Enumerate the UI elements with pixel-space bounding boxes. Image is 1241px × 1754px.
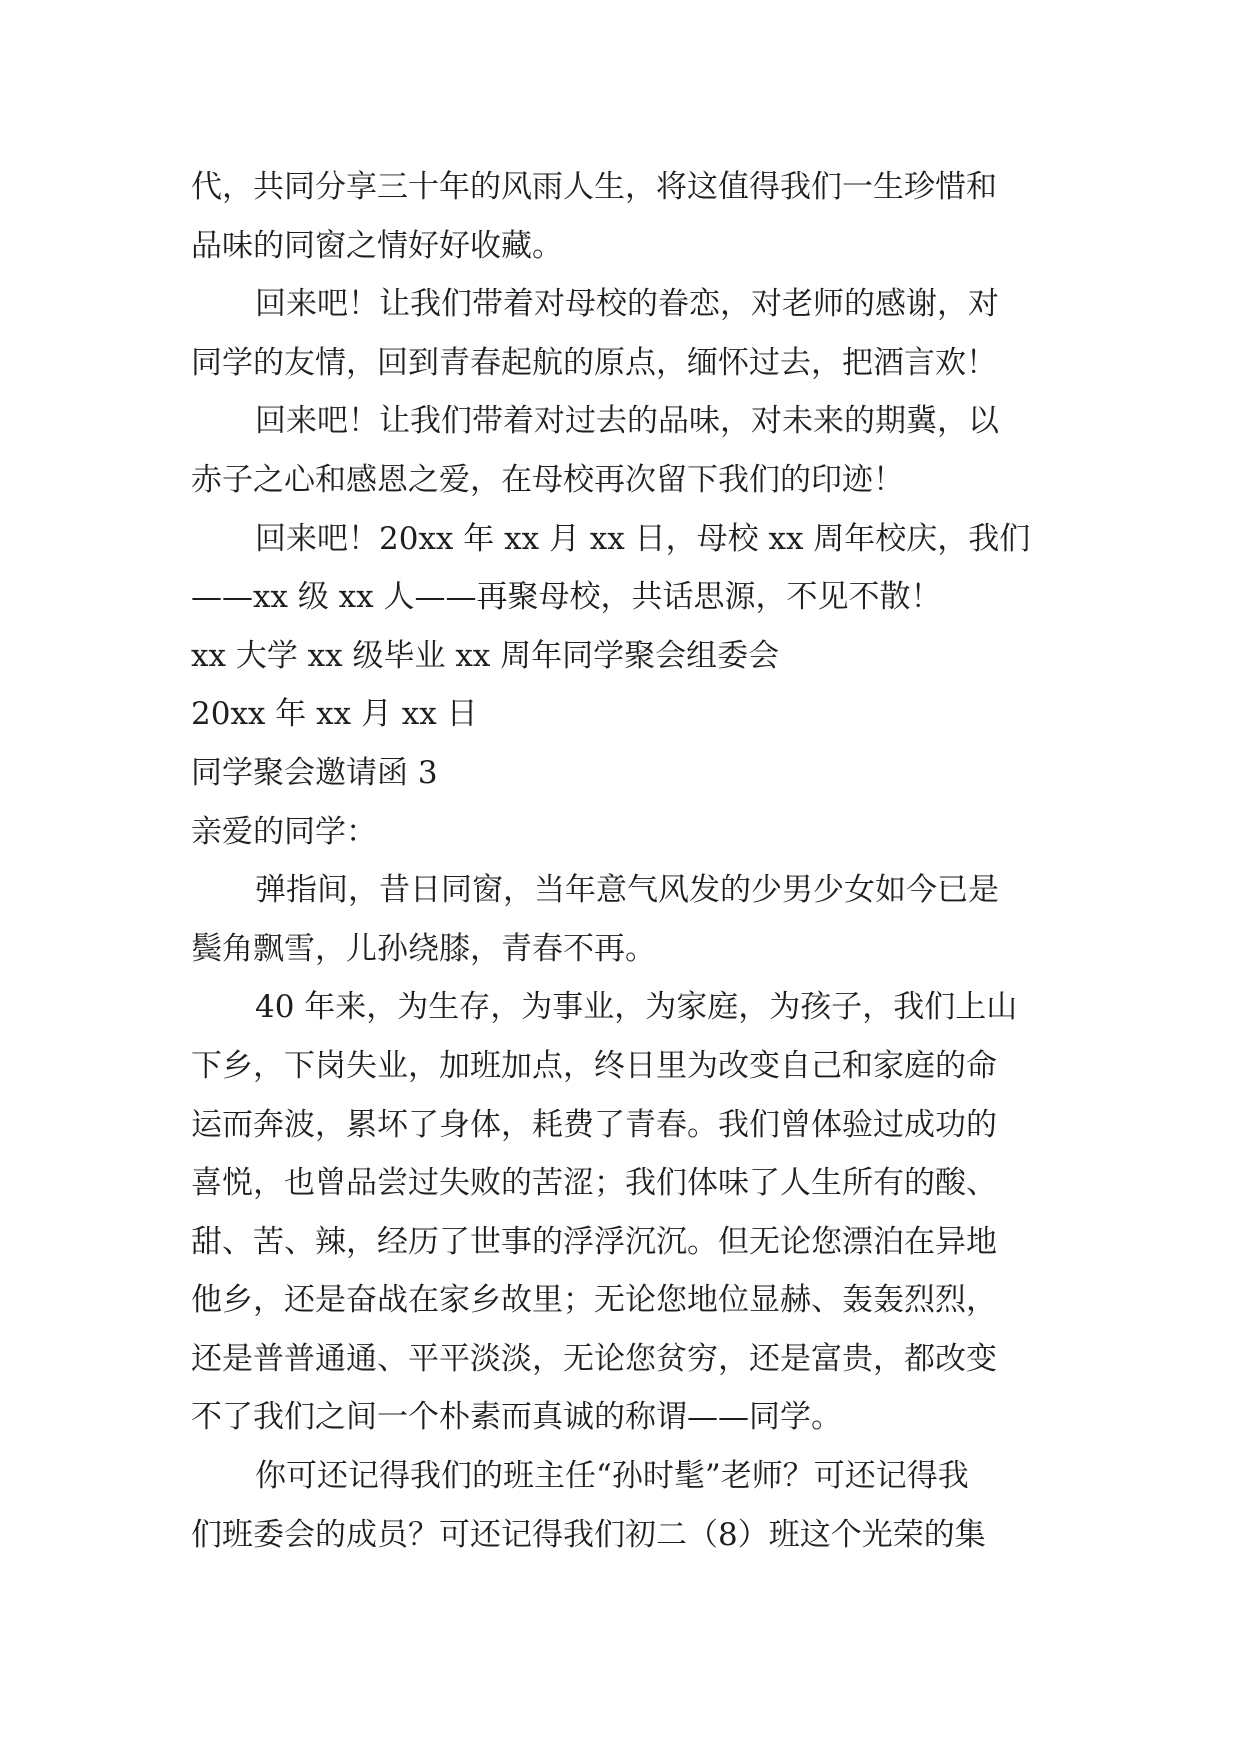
- text-line: 品味的同窗之情好好收藏。: [191, 227, 563, 264]
- text-line: 还是普普通通、平平淡淡，无论您贫穷，还是富贵，都改变: [191, 1340, 997, 1377]
- text-line: ——xx 级 xx 人——再聚母校，共话思源，不见不散！: [191, 579, 942, 616]
- text-line: 代，共同分享三十年的风雨人生，将这值得我们一生珍惜和: [191, 169, 997, 205]
- paragraph-line: 弹指间，昔日同窗，当年意气风发的少男少女如今已是: [255, 872, 999, 909]
- salutation: 亲爱的同学：: [191, 813, 377, 850]
- paragraph-line: 回来吧！让我们带着对母校的眷恋，对老师的感谢，对: [255, 286, 999, 323]
- document-body: [191, 158, 1071, 1564]
- text-line: 鬓角飘雪，儿孙绕膝，青春不再。: [191, 930, 656, 967]
- text-line: 赤子之心和感恩之爱，在母校再次留下我们的印迹！: [191, 461, 904, 498]
- text-line: 下乡，下岗失业，加班加点，终日里为改变自己和家庭的命: [191, 1047, 997, 1084]
- paragraph-line: 你可还记得我们的班主任“孙时髦”老师？可还记得我: [255, 1458, 969, 1495]
- text-line: 同学的友情，回到青春起航的原点，缅怀过去，把酒言欢！: [191, 344, 997, 381]
- paragraph-line: 回来吧！20xx 年 xx 月 xx 日，母校 xx 周年校庆，我们: [255, 520, 1031, 557]
- paragraph-line: 回来吧！让我们带着对过去的品味，对未来的期冀，以: [255, 403, 999, 440]
- section-title: 同学聚会邀请函 3: [191, 754, 438, 791]
- text-line: 运而奔波，累坏了身体，耗费了青春。我们曾体验过成功的: [191, 1106, 997, 1143]
- text-line: 们班委会的成员？可还记得我们初二（8）班这个光荣的集: [191, 1516, 986, 1553]
- signature-organizer: xx 大学 xx 级毕业 xx 周年同学聚会组委会: [191, 637, 780, 674]
- signature-date: 20xx 年 xx 月 xx 日: [191, 696, 478, 733]
- text-line: 不了我们之间一个朴素而真诚的称谓——同学。: [191, 1399, 842, 1436]
- text-line: 甜、苦、辣，经历了世事的浮浮沉沉。但无论您漂泊在异地: [191, 1223, 997, 1260]
- paragraph-line: 40 年来，为生存，为事业，为家庭，为孩子，我们上山: [255, 989, 1018, 1026]
- text-line: 喜悦，也曾品尝过失败的苦涩；我们体味了人生所有的酸、: [191, 1165, 997, 1202]
- text-line: 他乡，还是奋战在家乡故里；无论您地位显赫、轰轰烈烈，: [191, 1282, 997, 1319]
